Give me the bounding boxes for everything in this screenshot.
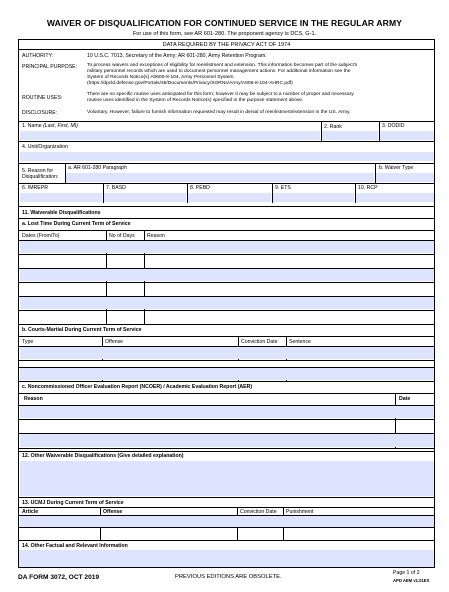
ets-field[interactable] [273, 193, 354, 202]
authority-label: AUTHORITY: [22, 53, 54, 59]
ets-label: 9. ETS [275, 185, 291, 191]
purpose-text-1: To process waivers and exceptions of eligibility for reenlistment and extension. This information becomes part of the subject's [87, 63, 358, 68]
ucmj-col-date: Conviction Date [240, 509, 277, 515]
ncoer-col-reason: Reason [24, 396, 43, 402]
lost-time-col-days: No of Days [109, 233, 135, 239]
dodid-label: 3. DODID [382, 123, 405, 129]
rcp-field[interactable] [356, 193, 434, 202]
imrepr-field[interactable] [20, 193, 102, 202]
disclosure-label: DISCLOSURE: [22, 110, 58, 116]
editions-note: PREVIOUS EDITIONS ARE OBSOLETE. [175, 574, 282, 580]
ucmj-row[interactable] [20, 516, 434, 527]
cm-col-sentence: Sentence [289, 339, 311, 345]
section-11-heading: 11. Waiverable Disqualifications [22, 210, 101, 216]
ar-paragraph-field[interactable] [66, 173, 374, 182]
routine-uses-text-2: routine uses identified in the System of Records Notice(s) specified in the purpose statement above. [87, 98, 304, 103]
routine-uses-text-1: There are no specific routine uses anticipated for this form; however it may be subject to a number of proper and necessary [87, 92, 354, 97]
purpose-link[interactable]: (https://dpcld.defense.gov/Portals/49/Documents/Privacy/SORNs/Army/A006-8-104-AHRC.pdf) [87, 81, 293, 86]
cm-col-date: Conviction Date [241, 339, 278, 345]
reason-label-2: Disqualification: [22, 174, 59, 180]
courts-martial-heading: b. Courts-Martial During Current Term of Service [22, 327, 142, 333]
name-label [22, 123, 78, 129]
form-title: WAIVER OF DISQUALIFICATION FOR CONTINUED SERVICE IN THE REGULAR ARMY [46, 18, 403, 28]
routine-uses-label: ROUTINE USES: [22, 95, 63, 101]
other-disqualifications-field[interactable] [20, 461, 434, 496]
rank-label: 2. Rank [324, 124, 342, 130]
waiver-type-label: b. Waiver Type [379, 165, 414, 171]
purpose-text-3: System of Records Notice(s) A0600-8-104, Army Personnel System. [87, 75, 235, 80]
purpose-label: PRINCIPAL PURPOSE: [22, 64, 78, 70]
form-number: DA FORM 3072, OCT 2019 [18, 574, 100, 581]
imrepr-label: 6. IMREPR [22, 185, 48, 191]
privacy-heading: DATA REQUIRED BY THE PRIVACY ACT OF 1974 [162, 42, 291, 48]
ucmj-col-punishment: Punishment [286, 509, 314, 515]
basd-field[interactable] [104, 193, 186, 202]
purpose-text-2: military personnel records which are used to document personnel management actions. For additional information see the [87, 69, 351, 74]
reason-label: 5. Reason for [22, 168, 54, 174]
lost-time-row[interactable] [20, 241, 434, 253]
ucmj-col-article: Article [22, 509, 39, 515]
name-field[interactable] [20, 131, 320, 140]
ncoer-heading: c. Noncommissioned Officer Evaluation Report (NCOER) / Academic Evaluation Report (AER) [22, 384, 253, 390]
lost-time-row[interactable] [20, 269, 434, 281]
ncoer-col-date: Date [399, 396, 411, 402]
section-13-heading: 13. UCMJ During Current Term of Service [22, 500, 124, 506]
lost-time-row[interactable] [20, 297, 434, 309]
lost-time-col-reason: Reason [147, 233, 165, 239]
divider [19, 49, 434, 50]
ar-paragraph-label: a. AR 601-280 Paragraph [68, 165, 127, 171]
dodid-field[interactable] [380, 131, 434, 140]
basd-label: 7. BASD [106, 185, 126, 191]
rank-field[interactable] [322, 131, 378, 140]
ncoer-row[interactable] [20, 406, 434, 418]
ncoer-row[interactable] [20, 434, 434, 447]
pebd-field[interactable] [188, 193, 271, 202]
lost-time-col-dates: Dates (From/To) [22, 233, 60, 239]
disclosure-text: Voluntary. However, failure to furnish information requested may result in denial of reenlistment/extension in the US. Army. [87, 110, 351, 115]
courts-martial-row[interactable] [20, 368, 434, 380]
form-subtitle: For use of this form, see AR 601-280. The proponent agency is DCS, G-1. [132, 31, 317, 37]
cm-col-type: Type [22, 339, 34, 345]
ucmj-col-offense: Offense [103, 509, 123, 515]
rcp-label: 10. RCP [358, 185, 378, 191]
cm-col-offense: Offense [105, 339, 124, 345]
name-label-text: 1. Name [22, 123, 42, 129]
unit-label: 4. Unit/Organization [22, 144, 68, 150]
divider [19, 121, 434, 122]
version-label: APD AEM v1.01ES [393, 578, 430, 583]
authority-text: 10 U.S.C. 7013, Secretary of the Army; AR 601-280, Army Retention Program. [87, 53, 267, 59]
courts-martial-row[interactable] [20, 347, 434, 359]
section-12-heading: 12. Other Waiverable Disqualifications (Give detailed explanation) [22, 453, 184, 459]
waiver-type-field[interactable] [376, 173, 434, 182]
name-hint: (Last, First, MI) [43, 123, 78, 129]
form-body [18, 39, 435, 568]
pebd-label: 8. PEBD [190, 185, 210, 191]
section-14-heading: 14. Other Factual and Relevant Information [22, 543, 128, 549]
other-factual-info-field-continued[interactable] [19, 550, 434, 567]
lost-time-heading: a. Lost Time During Current Term of Service [22, 221, 131, 227]
unit-field[interactable] [20, 152, 434, 161]
page-number: Page 1 of 2 [393, 570, 420, 576]
